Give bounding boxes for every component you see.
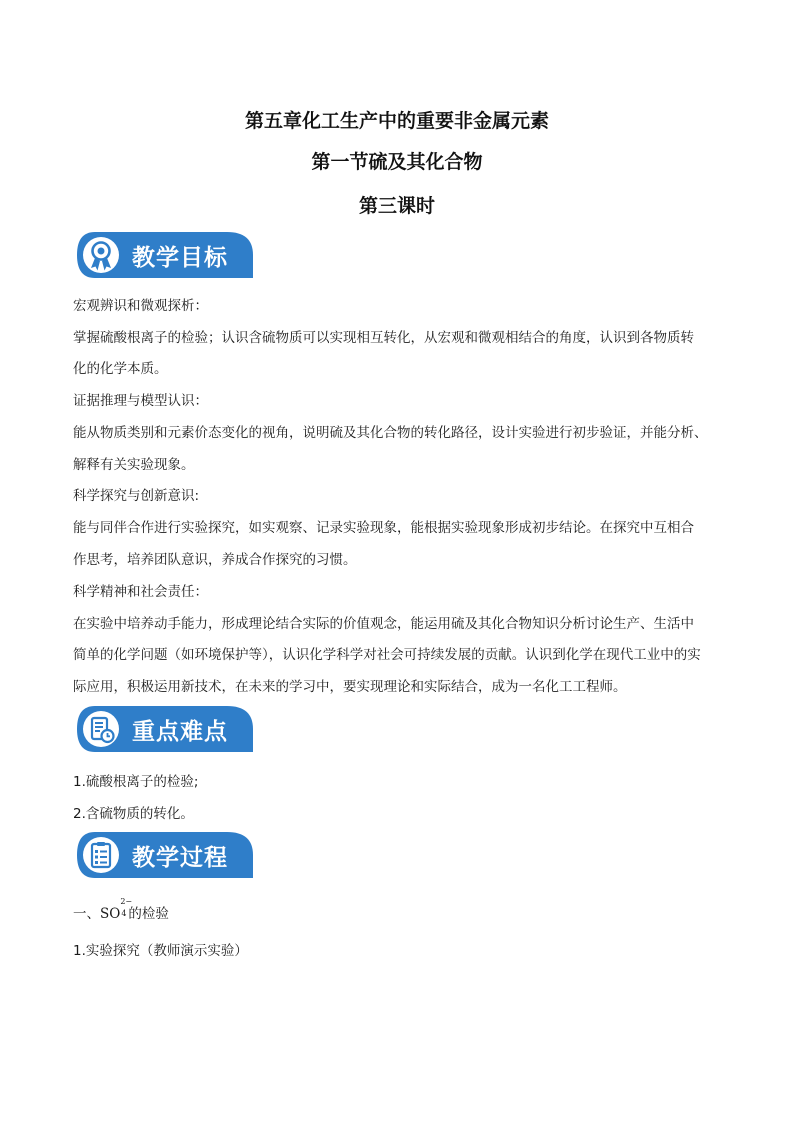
key-points-banner-label: 重点难点 [132, 719, 228, 745]
objectives-line-9: 作思考，培养团队意识，养成合作探究的习惯。 [73, 552, 357, 568]
document-clock-icon [81, 709, 121, 749]
sulfate-ion-formula [100, 897, 133, 922]
ion-superscript: 2− [120, 897, 133, 906]
lesson-title: 第三课时 [358, 195, 435, 217]
objectives-line-5: 能从物质类别和元素价态变化的视角，说明硫及其化合物的转化路径，设计实验进行初步验证，并能分析、 [73, 425, 708, 441]
process-subheading-1: 1.实验探究（教师演示实验） [73, 943, 248, 959]
objectives-line-2: 掌握硫酸根离子的检验；认识含硫物质可以实现相互转化，从宏观和微观相结合的角度，认识到各物质转 [73, 330, 694, 346]
process-banner [77, 832, 253, 878]
objectives-line-13: 际应用，积极运用新技术，在未来的学习中，要实现理论和实际结合，成为一名化工工程师。 [73, 679, 627, 695]
key-point-1: 1.硫酸根离子的检验; [73, 774, 199, 790]
objectives-line-3: 化的化学本质。 [73, 361, 168, 377]
objectives-line-10: 科学精神和社会责任： [73, 584, 208, 600]
objectives-line-6: 解释有关实验现象。 [73, 457, 195, 473]
heading-prefix: 一、 [73, 906, 100, 922]
ion-charge-index [120, 897, 133, 918]
key-point-2: 2.含硫物质的转化。 [73, 806, 194, 822]
chapter-title: 第五章化工生产中的重要非金属元素 [244, 110, 549, 132]
section-title: 第一节硫及其化合物 [311, 151, 483, 173]
process-banner-label: 教学过程 [132, 845, 228, 871]
objectives-banner [77, 232, 253, 278]
key-points-banner [77, 706, 253, 752]
award-ribbon-icon [81, 235, 121, 275]
process-heading-1 [73, 897, 169, 922]
heading-suffix: 的检验 [128, 906, 169, 922]
objectives-line-11: 在实验中培养动手能力，形成理论结合实际的价值观念，能运用硫及其化合物知识分析讨论生产、生活中 [73, 616, 694, 632]
ion-base: SO [100, 906, 121, 922]
ion-subscript: 4 [121, 909, 127, 918]
objectives-banner-label: 教学目标 [132, 245, 228, 271]
objectives-line-4: 证据推理与模型认识： [73, 393, 208, 409]
objectives-line-12: 简单的化学问题（如环境保护等），认识化学科学对社会可持续发展的贡献。认识到化学在现代工业中的实 [73, 647, 701, 663]
objectives-line-8: 能与同伴合作进行实验探究，如实观察、记录实验现象，能根据实验现象形成初步结论。在探究中互相合 [73, 520, 694, 536]
objectives-line-1: 宏观辨识和微观探析： [73, 298, 208, 314]
clipboard-checklist-icon [81, 835, 121, 875]
objectives-line-7: 科学探究与创新意识: [73, 488, 200, 504]
